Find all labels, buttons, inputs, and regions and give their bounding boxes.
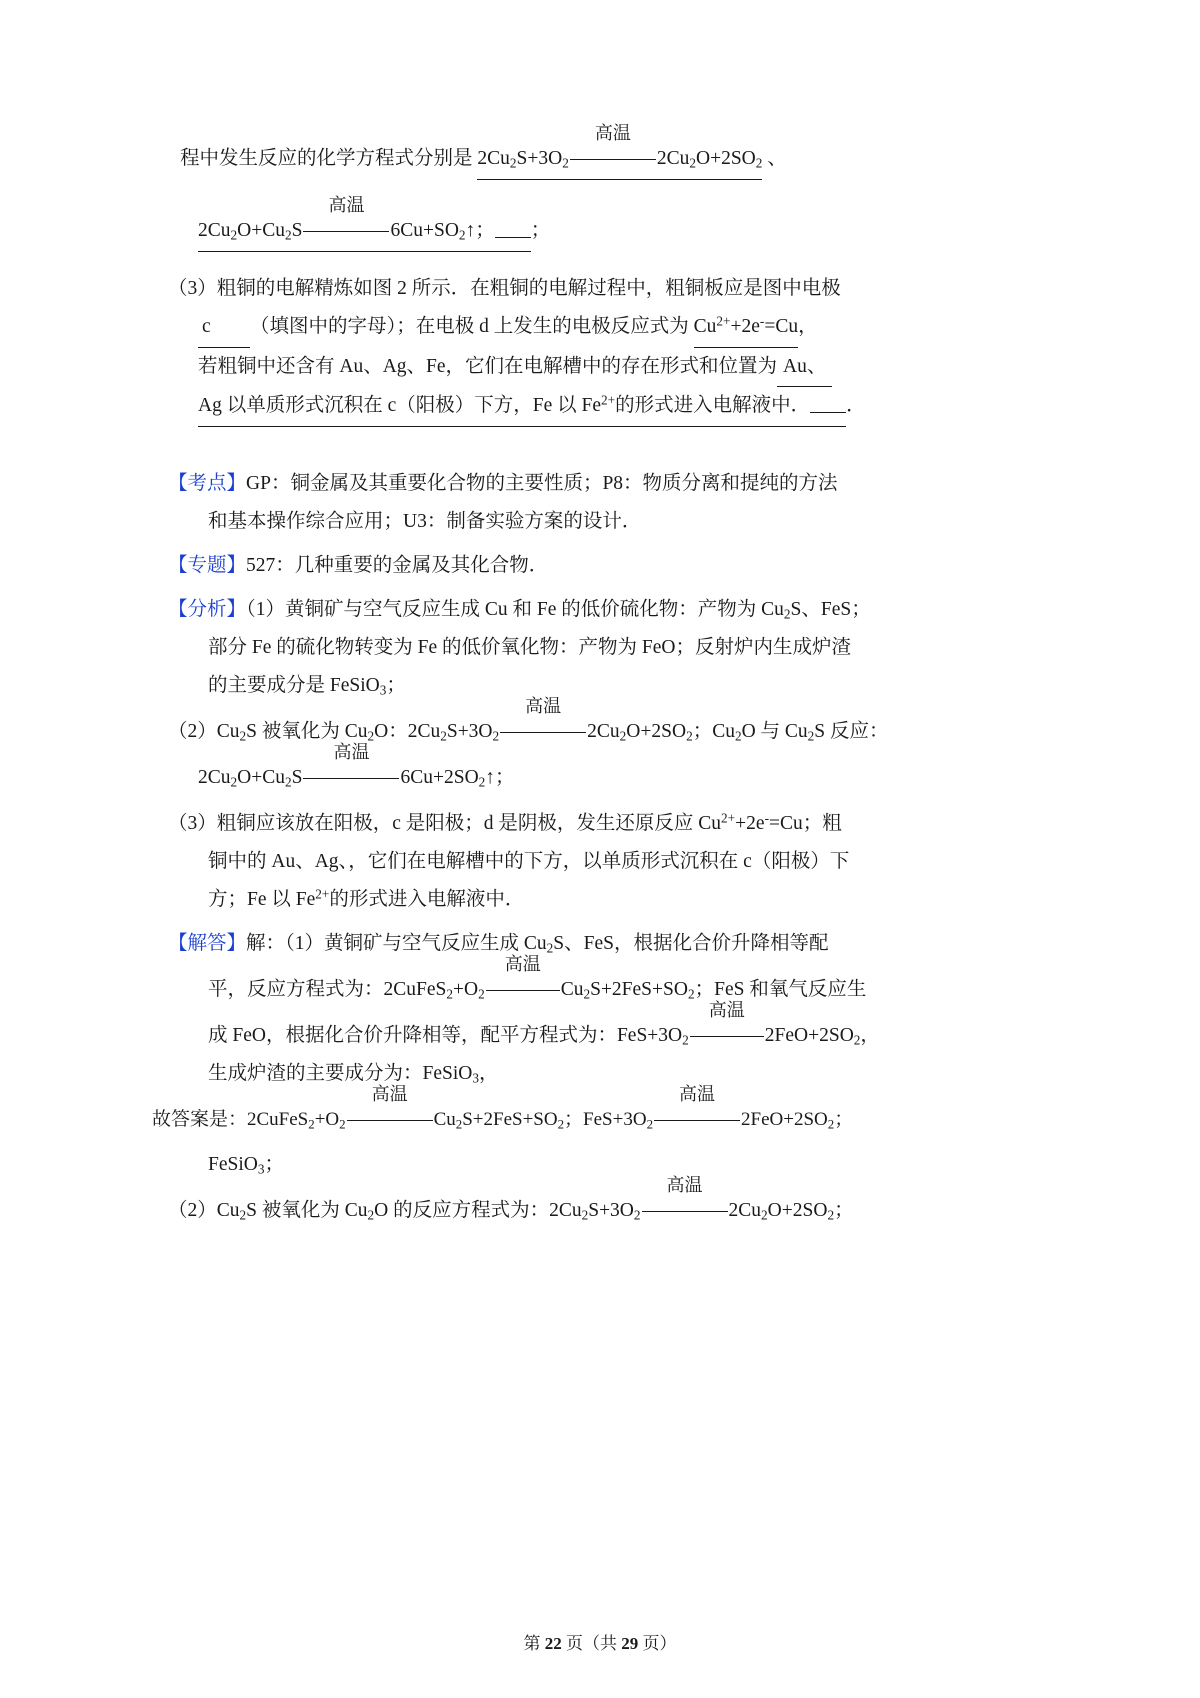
question3-line3: 若粗铜中还含有 Au、Ag、Fe，它们在电解槽中的存在形式和位置为 Au、 xyxy=(180,348,980,387)
reaction-condition: 高温 xyxy=(504,954,541,975)
reaction-condition: 高温 xyxy=(594,122,631,143)
reaction-condition: 高温 xyxy=(333,741,370,762)
arrow-bar xyxy=(303,231,389,232)
page-content xyxy=(152,122,980,1230)
fenxi-line5: $2Cu_2O+Cu_2S$ 高温 $6Cu+2SO_2↑$； xyxy=(198,741,515,790)
arrow-bar xyxy=(500,732,586,733)
question2-continued-line2 xyxy=(180,194,980,252)
reaction-arrow xyxy=(500,695,586,743)
q2-answer2: $2Cu_2O+Cu_2S$ 高温 $6Cu+SO_2↑$； xyxy=(198,212,531,252)
arrow-bar xyxy=(303,778,399,779)
reaction-arrow xyxy=(303,741,399,789)
footer-page-number: 22 xyxy=(544,1634,562,1653)
spacer xyxy=(180,429,980,459)
zhuanti-line1: 【专题】527：几种重要的金属及其化合物． xyxy=(168,555,549,577)
spacer xyxy=(180,797,980,805)
spacer xyxy=(180,1009,980,1017)
arrow-bar xyxy=(690,1036,764,1037)
q3-answer-metals-cont: Ag 以单质形式沉积在 c（阳极）下方，Fe 以 $Fe^{2+}$的形式进入电解液中． xyxy=(198,387,846,427)
spacer xyxy=(180,1138,980,1146)
fenxi-line4: $(2)Cu_2S$ 被氧化为 $Cu_2O$：$2Cu_2S+3O_2$ 高温 $2Cu_2O+2SO_2$；$Cu_2O$ 与 $Cu_2S$ 反应： xyxy=(168,695,889,744)
arrow-bar xyxy=(347,1120,433,1121)
reaction-arrow xyxy=(486,954,560,1001)
q3-answer-metals: Au、 xyxy=(777,348,832,387)
fenxi-line1: 【分析】（1）黄铜矿与空气反应生成 Cu 和 Fe 的低价硫化物：产物为 $Cu_2S$、FeS； xyxy=(168,599,871,622)
page-footer: 第 22 页（共 29 页） xyxy=(523,1634,677,1653)
jieda-line1: 【解答】解：（1）黄铜矿与空气反应生成 $Cu_2S$、FeS，根据化合价升降相等配 xyxy=(168,933,829,956)
kaodian-line2: 和基本操作综合应用；U3：制备实验方案的设计． xyxy=(208,511,642,533)
arrow-bar xyxy=(570,159,656,160)
reaction-condition: 高温 xyxy=(679,1084,716,1105)
q3-answer-electrode: c xyxy=(198,308,250,348)
footer-total-pages: 29 xyxy=(621,1634,639,1653)
reaction-condition: 高温 xyxy=(666,1175,703,1196)
reaction-arrow xyxy=(690,1000,764,1047)
spacer xyxy=(180,705,980,713)
question3-block xyxy=(168,270,980,427)
q3-answer-equation: $Cu^{2+}+2e^-=Cu$ xyxy=(694,308,798,348)
zhuanti-section xyxy=(168,547,980,585)
reaction-arrow xyxy=(347,1084,433,1130)
fenxi-line6: （3）粗铜应该放在阳极，c 是阳极；d 是阴极，发生还原反应 $Cu^{2+}+2e^-=Cu$；粗 xyxy=(168,810,842,835)
arrow-bar xyxy=(642,1211,728,1212)
q2-separator: 、 xyxy=(767,148,787,169)
jieda-line5: 故答案是：$2CuFeS_2+O_2$ 高温 $Cu_2S+2FeS+SO_2$；$FeS+3O_2$ 高温 $2FeO+2SO_2$； xyxy=(152,1084,854,1132)
jieda-line7: $(2)Cu_2S$ 被氧化为 $Cu_2O$ 的反应方程式为：$2Cu_2S+3O_2$ 高温 $2Cu_2O+2SO_2$； xyxy=(168,1175,854,1224)
spacer xyxy=(180,963,980,971)
q2-lead-text: 程中发生反应的化学方程式分别是 xyxy=(180,148,473,169)
fenxi-tag: 【分析】 xyxy=(168,599,247,621)
reaction-arrow xyxy=(642,1175,728,1222)
kaodian-line1: 【考点】GP：铜金属及其重要化合物的主要性质；P8：物质分离和提纯的方法 xyxy=(168,473,838,495)
question3-line4: Ag 以单质形式沉积在 c（阳极）下方，Fe 以 $Fe^{2+}$的形式进入电解液中． ． xyxy=(180,387,980,427)
fenxi-line3: 的主要成分是 FeSiO$_3$； xyxy=(208,675,406,698)
blank-underline xyxy=(810,393,846,414)
spacer xyxy=(180,1184,980,1192)
question3-line1: （3）粗铜的电解精炼如图 2 所示．在粗铜的电解过程中，粗铜板应是图中电极 xyxy=(168,278,841,300)
jieda-line6: FeSiO$_3$； xyxy=(208,1154,284,1178)
jieda-tag: 【解答】 xyxy=(168,933,247,955)
fenxi-line7: 铜中的 Au、Ag、，它们在电解槽中的下方，以单质形式沉积在 c（阳极）下 xyxy=(208,851,850,873)
blank-underline xyxy=(495,218,531,239)
jieda-line4: 生成炉渣的主要成分为：FeSiO$_3$， xyxy=(208,1063,499,1087)
kaodian-section xyxy=(168,465,980,541)
zhuanti-tag: 【专题】 xyxy=(168,555,247,577)
reaction-condition: 高温 xyxy=(525,695,562,716)
spacer xyxy=(180,751,980,759)
question3-line2: c （填图中的字母）；在电极 d 上发生的电极反应式为 $Cu^{2+}+2e^-=Cu$， xyxy=(180,308,980,348)
spacer xyxy=(180,182,980,215)
fenxi-section xyxy=(168,591,980,919)
question2-continued-line1 xyxy=(180,122,980,180)
arrow-bar xyxy=(486,990,560,991)
fenxi-line8: 方；Fe 以 $Fe^{2+}$的形式进入电解液中． xyxy=(208,886,525,911)
jieda-line2: 平，反应方程式为：$2CuFeS_2+O_2$ 高温 $Cu_2S+2FeS+SO_2$；FeS 和氧气反应生 xyxy=(208,954,867,1002)
reaction-arrow xyxy=(303,194,389,242)
reaction-arrow xyxy=(654,1084,740,1130)
reaction-condition: 高温 xyxy=(371,1084,408,1105)
reaction-condition: 高温 xyxy=(708,1000,745,1021)
arrow-bar xyxy=(654,1120,740,1121)
spacer xyxy=(180,1093,980,1101)
kaodian-tag: 【考点】 xyxy=(168,473,247,495)
q2-answer1: $2Cu_2S+3O_2$ 高温 $2Cu_2O+2SO_2$ xyxy=(477,140,762,180)
reaction-condition: 高温 xyxy=(328,194,365,215)
q2-semicolon: ； xyxy=(530,220,551,242)
jieda-section xyxy=(152,925,980,1230)
reaction-arrow xyxy=(570,122,656,170)
fenxi-line2: 部分 Fe 的硫化物转变为 Fe 的低价氧化物：产物为 FeO；反射炉内生成炉渣 xyxy=(208,637,851,659)
spacer xyxy=(180,254,980,270)
jieda-line3: 成 FeO，根据化合价升降相等，配平方程式为：$FeS+3O_2$ 高温 $2FeO+2SO_2$， xyxy=(208,1000,880,1048)
